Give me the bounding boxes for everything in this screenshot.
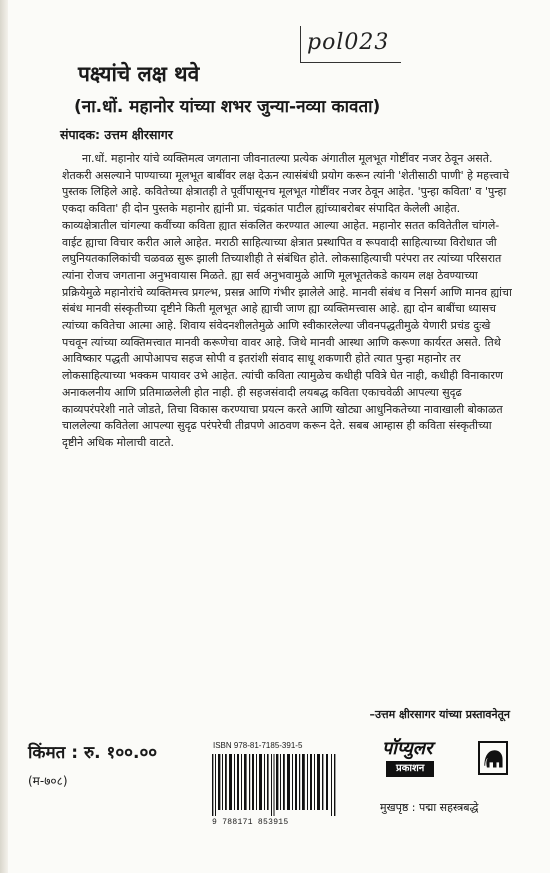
blurb-attribution: –उत्तम क्षीरसागर यांच्या प्रस्तावनेतून — [369, 708, 510, 721]
book-title: पक्ष्यांचे लक्ष थवे — [78, 62, 200, 86]
isbn-digits: 9 788171 853915 — [212, 818, 289, 827]
blurb-paragraph: ना.धों. महानोर यांचे व्यक्तिमत्व जगताना जीवनातल्या प्रत्येक अंगातील मूलभूत गोष्टींवर नजर ठेवून असते. शेतकरी असल्याने पाण्याच्या मूलभूत बाबींवर लक्ष देऊन त्यासंबंधी प्रयोग करून त्यांनी 'शेतीसाठी पाणी' हे महत्त्वाचे पुस्तक लिहिले आहे. कवितेच्या क्षेत्रातही ते पूर्वीपासूनच मूलभूत गोष्टींवर नजर ठेवून आहेत. 'पुन्हा कविता' व 'पुन्हा एकदा कविता' ही दोन पुस्तके महानोर ह्यांनी प्रा. चंद्रकांत पाटील ह्यांच्याबरोबर संपादित केलेली आहेत. — [62, 152, 510, 216]
isbn-label: ISBN 978-81-7185-391-5 — [213, 741, 303, 750]
library-stamp: pol023 — [300, 26, 401, 63]
publisher-subtitle: प्रकाशन — [386, 761, 434, 777]
elephant-icon — [478, 741, 508, 775]
price-label: किंमत : रु. १००.०० — [28, 743, 158, 763]
editor-credit: संपादक: उत्तम क्षीरसागर — [60, 127, 173, 142]
publisher-name: पॉप्युलर — [382, 738, 433, 759]
blurb-text — [62, 151, 512, 452]
blurb-paragraph: काव्यक्षेत्रातील चांगल्या कवींच्या कविता ह्यात संकलित करण्यात आल्या आहेत. महानोर सतत कवितेतील चांगले-वाईट ह्याचा विचार करीत आले आहेत. मराठी साहित्याच्या क्षेत्रात प्रस्थापित व रूपवादी साहित्याच्या विरोधात जी लघुनियतकालिकांची चळवळ सुरू झाली तिच्याशीही ते संबंधित होते. लोकसाहित्याची परंपरा तर त्यांच्या परिसरात त्यांना रोजच जगताना अनुभवायास मिळते. ह्या सर्व अनुभवामुळे आणि मूलभूततेकडे कायम लक्ष ठेवण्याच्या प्रक्रियेमुळे महानोरांचे व्यक्तिमत्त्व प्रगल्भ, प्रसन्न आणि गंभीर झालेले आहे. मानवी संबंध व निसर्ग आणि मानव ह्यांचा संबंध मानवी संस्कृतीच्या दृष्टीने किती मूलभूत आहे ह्याची जाण ह्या व्यक्तिमत्त्वास आहे. ह्या दोन बाबींचा ध्यासच त्यांच्या कवितेचा आत्मा आहे. शिवाय संवेदनशीलतेमुळे आणि स्वीकारलेल्या जीवनपद्धतीमुळे येणारी प्रचंड दुःखे पचवून त्यांच्या व्यक्तिमत्त्वात मानवी करूणेचा वावर आहे. जिथे मानवी आस्था आणि करूणा कार्यरत असते. तिथे आविष्कार पद्धती आपोआपच सहज सोपी व इतरांशी संवाद साधू शकणारी होते त्यात पुन्हा महानोर तर लोकसाहित्याच्या भक्कम पायावर उभे आहेत. त्यांची कविता त्यामुळेच कधीही पवित्रे घेत नाही, कधीही विनाकारण अनाकलनीय आणि प्रतिमाळलेली होत नाही. ही सहजसंवादी लयबद्ध कविता एकाचवेळी आपल्या सुदृढ काव्यपरंपरेशी नाते जोडते, तिचा विकास करण्याचा प्रयत्न करते आणि खोट्या आधुनिकतेच्या नावाखाली बोकाळत चाललेल्या कवितेला आपल्या सुदृढ परंपरेची तीव्रपणे आठवण करून देते. सबब आम्हास ही कविता संस्कृतीच्या दृष्टीने अधिक मोलाची वाटते. — [62, 218, 512, 449]
page-spine-edge — [0, 0, 8, 873]
book-subtitle: (ना.धों. महानोर यांच्या शभर जुन्या-नव्या कावता) — [74, 97, 381, 117]
catalog-code: (म-७०८) — [28, 774, 68, 788]
publisher-logo — [382, 737, 512, 779]
isbn-barcode — [210, 754, 338, 816]
cover-credit: मुखपृष्ठ : पद्मा सहस्त्रबद्धे — [380, 801, 479, 814]
